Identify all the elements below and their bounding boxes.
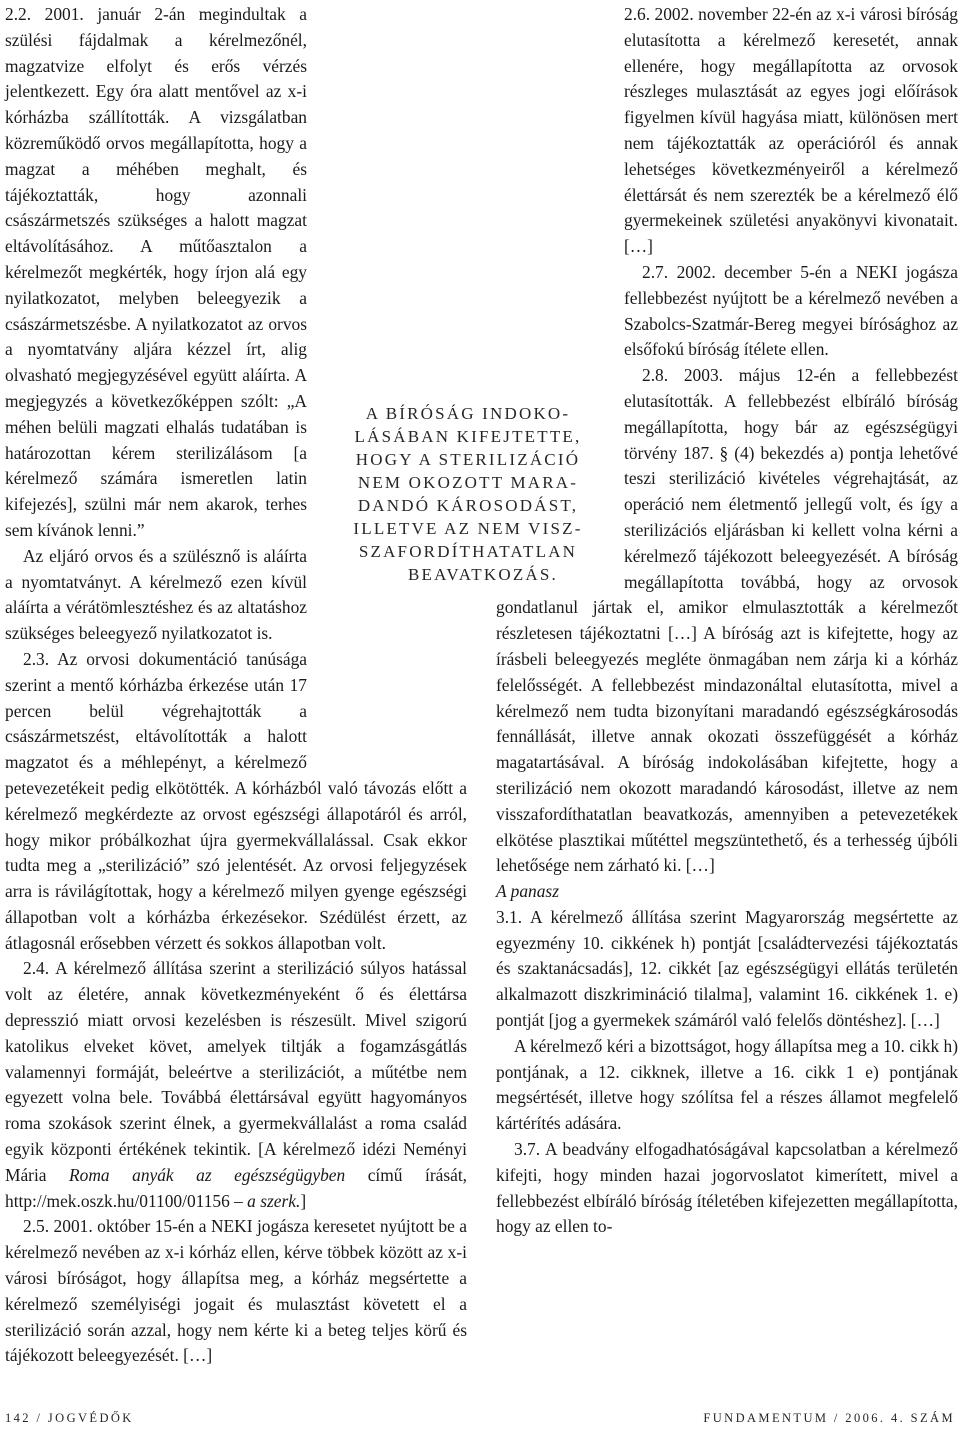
pullquote-line: BEAVATKOZÁS. <box>408 565 558 584</box>
pullquote-line: SZAFORDÍTHATATLAN <box>358 542 578 561</box>
paragraph-2-5: 2.5. 2001. október 15-én a NEKI jogásza keresetet nyújtott be a kérelmező nevében az x-i kórház ellen, kérve többek között az x-i városi bíróságot, hogy állapítsa meg, a kórház megsértette a kérelmező személyiségi jogait és mulasztást követett el a sterilizáció során azzal, hogy nem kérte ki a beteg teljes körű és tájékozott beleegyezését. […] <box>5 1216 467 1366</box>
pullquote-line: DANDÓ KÁROSODÁST, <box>357 496 579 515</box>
left-column <box>5 2 467 1369</box>
paragraph-2-8: 2.8. 2003. május 12-én a fellebbezést elutasították. A fellebbezést elbíráló bíróság megállapította, hogy bár az egészségügyi törvény 187. § (4) bekezdés a) pontja lehetővé teszi sterilizáció kivételes végrehajtását, az operáció nem életmentő jellegű volt, és így a sterilizációs eljárásban ki kellett volna kérni a kérelmező tájékozott beleegyezését. A bíróság megállapította továbbá, hogy az orvosok gondatlanul jártak el, amikor elmulasztották a kérelmezőt részletesen tájékoztatni […] A bíróság azt is kifejtette, hogy az írásbeli beleegyezés megléte önmagában nem zárja ki a kórház felelősségét. A fellebbezést mindazonáltal elutasította, mivel a kérelmező nem tudta bizonyítani maradandó egészségkárosodás fennállását, illetve annak okozati összefüggését a kórház magatartásával. A bíróság indokolásában kifejtette, hogy a sterilizáció nem okozott maradandó károsodást, illetve az nem visszafordíthatatlan beavatkozás, amennyiben a petevezetékek elkötése plasztikai műtéttel megszüntethető, és a terhesség újbóli lehetősége nem zárható ki. […] <box>496 365 958 876</box>
paragraph-3-1: 3.1. A kérelmező állítása szerint Magyarország megsértette az egyezmény 10. cikkének h) pontját [családtervezési tájékoztatás és szaktanácsadás], 12. cikkét [az egészségügyi ellátás területén alkalmazott diszkrimináció tilalma], valamint 16. cikkének 1. e) pontját [jog a gyermekek számáról való felelős döntéshez]. […] <box>496 906 958 1031</box>
pullquote-line: ILLETVE AZ NEM VISZ- <box>353 519 583 538</box>
paragraph-2-2: 2.2. 2001. január 2-án megindultak a szülési fájdalmak a kérelmezőnél, magzatvize elfolyt és erős vérzés jelentkezett. Egy óra alatt mentővel az x-i kórházba szállították. A vizsgálatban közreműködő orvos megállapította, hogy a magzat a méhében meghalt, és tájékoztatták, hogy azonnali császármetszés szükséges a halott magzat eltávolításához. A műtőasztalon a kérelmezőt megkérték, hogy írjon alá egy nyilatkozatot, melyben beleegyezik a császármetszésbe. A nyilatkozatot az orvos a nyomtatvány aljára kézzel írt, alig olvasható megjegyzésével együtt aláírta. A megjegyzés a következőképpen szólt: „A méhen belüli magzati elhalás tudatában is határozottan kérem sterilizálásom [a kérelmező számára ismeretlen latin kifejezés], szülni már nem akarok, terhes sem kívánok lenni.” <box>5 4 307 540</box>
pullquote <box>330 402 606 586</box>
paragraph-2-4 <box>5 956 467 1214</box>
paragraph-3-7: 3.7. A beadvány elfogadhatóságával kapcsolatban a kérelmező kifejti, hogy minden hazai jogorvoslatot kimerített, mivel a fellebbezést elbíráló bíróság ítéletében kifejezetten megállapította, hogy az ellen to- <box>496 1139 958 1237</box>
section-heading: A panasz <box>496 881 559 902</box>
editor-note: a szerk. <box>247 1190 301 1211</box>
paragraph-2-4-text-c: ] <box>300 1190 307 1211</box>
pullquote-line: NEM OKOZOTT MARA- <box>357 473 579 492</box>
pullquote-line: A BÍRÓSÁG INDOKO- <box>365 404 571 423</box>
paragraph-2-4-text-b: című írását, http://mek.oszk.hu/01100/01156 – <box>5 1164 468 1211</box>
cited-title: Roma anyák az egészségügyben <box>69 1164 346 1185</box>
right-column <box>496 2 958 1240</box>
paragraph-2-7: 2.7. 2002. december 5-én a NEKI jogásza fellebbezést nyújtott be a kérelmező nevében a Szabolcs-Szatmár-Bereg megyei bírósághoz az elsőfokú bíróság ítélete ellen. <box>624 261 958 360</box>
pullquote-line: LÁSÁBAN KIFEJTETTE, <box>354 427 582 446</box>
paragraph-2-3: 2.3. Az orvosi dokumentáció tanúsága szerint a mentő kórházba érkezése után 17 percen belül végrehajtották a császármetszést, eltávolították a halott magzatot és a méhlepényt, a kérelmező petevezetékeit pedig elkötötték. A kórházból való távozás előtt a kérelmező megkérdezte az orvost egészségi állapotáról és arról, hogy mikor próbálkozhat újra gyermekvállalással. Csak ekkor tudta meg a „sterilizáció” szó jelentését. Az orvosi feljegyzések arra is rávilágítottak, hogy a kérelmező milyen gyenge egészségi állapotban volt a kórházba érkezésekor. Szédülést érzett, az átlagosnál erősebben vérzett és sokkos állapotban volt. <box>5 648 467 953</box>
paragraph-2-6: 2.6. 2002. november 22-én az x-i városi bíróság elutasította a kérelmező keresetét, annak ellenére, hogy megállapította az orvosok részleges mulasztását az egyes jogi előírások figyelmen kívül hagyása miatt, különösen mert nem tájékoztatták az operációról és annak lehetséges következményeiről a kérelmező élettársát és nem szerezték be a kérelmező élő gyermekeinek születési anyakönyvi kivonatait. […] <box>624 4 958 257</box>
paragraph-request: A kérelmező kéri a bizottságot, hogy állapítsa meg a 10. cikk h) pontjának, a 12. cikknek, illetve a 16. cikk 1 e) pontjának megsértését, illetve hogy szólítsa fel a részes államot megfelelő kártérítés adására. <box>496 1035 958 1134</box>
footer-journal: FUNDAMENTUM / 2006. 4. SZÁM <box>703 1411 955 1425</box>
paragraph-signatures: Az eljáró orvos és a szülésznő is aláírta a nyomtatványt. A kérelmező ezen kívül aláírta a vérátömlesztéshez és az altatáshoz szükséges beleegyező nyilatkozatot is. <box>5 545 307 644</box>
paragraph-2-4-text-a: 2.4. A kérelmező állítása szerint a sterilizáció súlyos hatással volt az életére, annak következményeként ő és élettársa depresszió miatt orvosi kezelésben is részesült. Mivel szigorú katolikus elveket követ, amelyek tiltják a fogamzásgátlás valamennyi formáját, beleértve a sterilizációt, a műtétbe nem egyezett volna bele. Továbbá élettársával együtt hagyományos roma szokások szerint élnek, a gyermekvállalást a roma család egyik központi értékének tekintik. [A kérelmező idézi Neményi Mária <box>5 958 467 1185</box>
footer-page-section: 142 / JOGVÉDŐK <box>5 1411 134 1425</box>
pullquote-line: HOGY A STERILIZÁCIÓ <box>355 450 581 469</box>
